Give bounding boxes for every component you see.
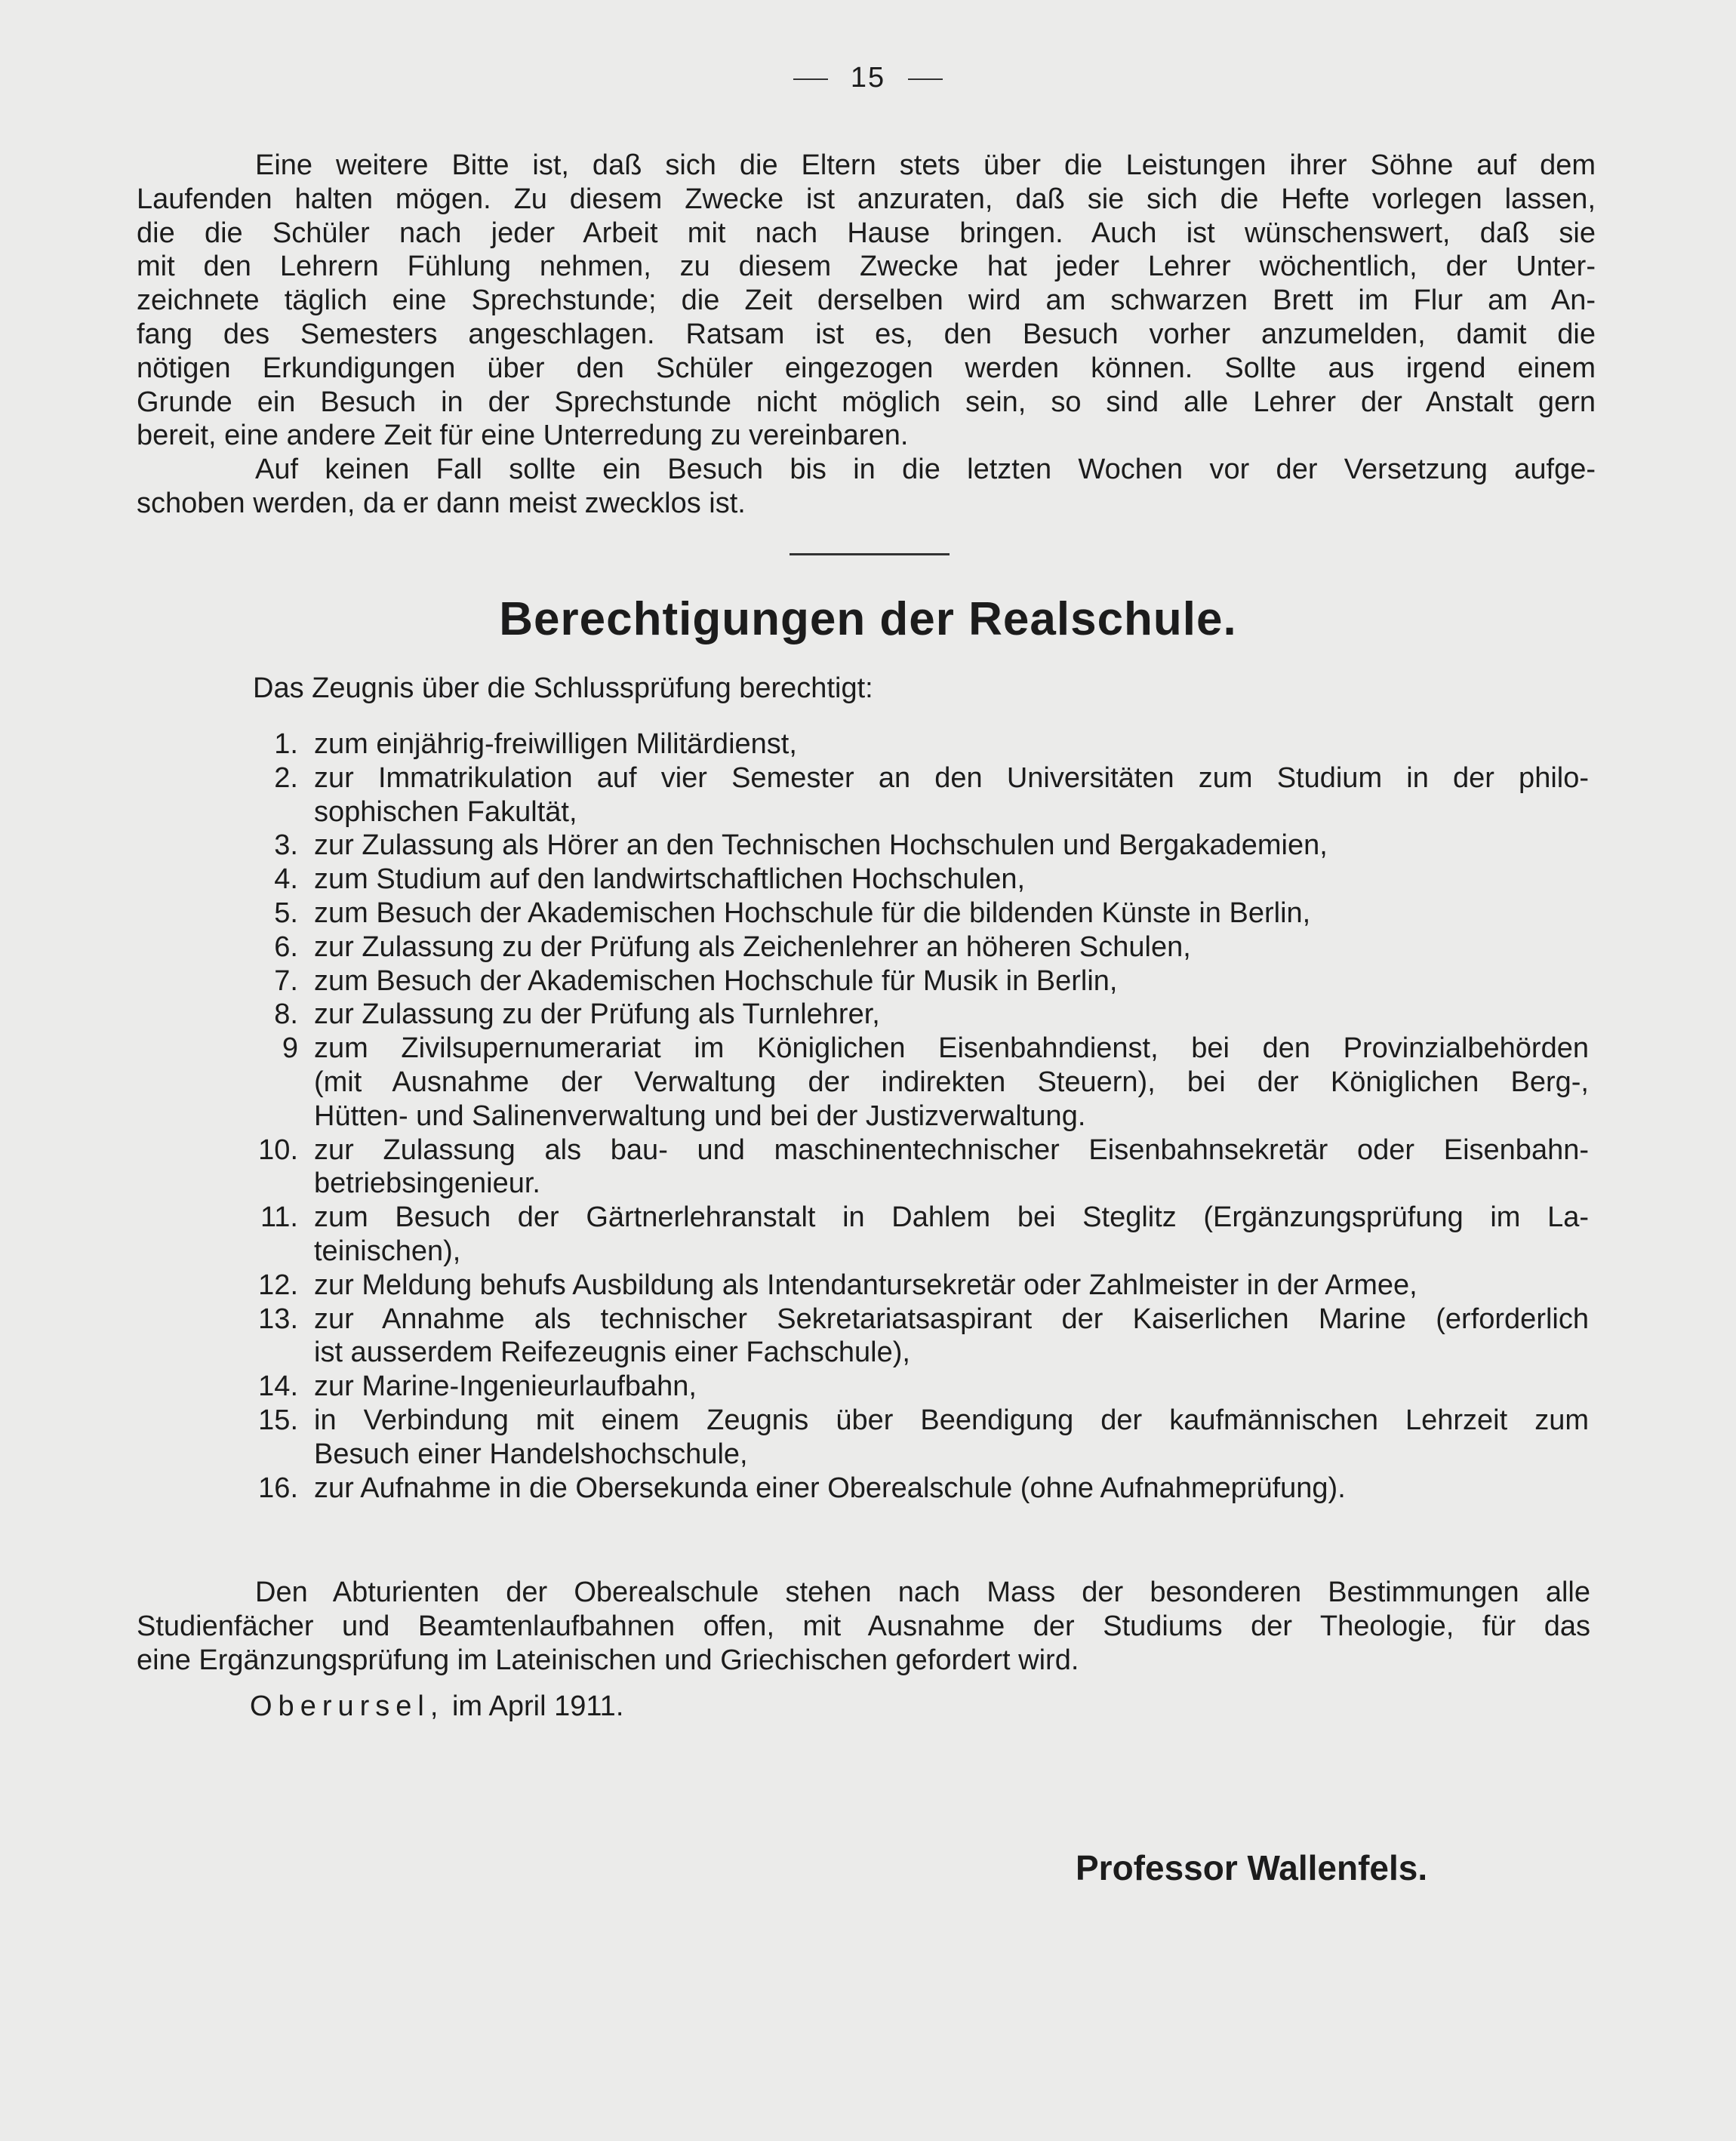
list-item xyxy=(189,1404,1589,1472)
list-item-text xyxy=(314,761,1589,829)
list-item-number: 6. xyxy=(274,931,298,963)
signature: Professor Wallenfels. xyxy=(1076,1848,1428,1887)
list-item-number: 3. xyxy=(274,829,298,862)
text-line: Eine weitere Bitte ist, daß sich die Eltern stets über die Leistungen ihrer Söhne auf dem xyxy=(255,149,1596,181)
dash-decoration xyxy=(908,78,943,80)
text-line: zur Aufnahme in die Obersekunda einer Oberealschule (ohne Aufnahmeprüfung). xyxy=(314,1472,1346,1504)
text-line: ist ausserdem Reifezeugnis einer Fachschule), xyxy=(314,1337,910,1369)
list-item-text xyxy=(314,1269,1589,1303)
text-line: in Verbindung mit einem Zeugnis über Beendigung der kaufmännischen Lehrzeit zum xyxy=(314,1404,1589,1436)
text-line: zum Besuch der Akademischen Hochschule für die bildenden Künste in Berlin, xyxy=(314,897,1311,929)
page-number xyxy=(0,62,1736,94)
list-item xyxy=(189,1269,1589,1303)
list-item xyxy=(189,1134,1589,1201)
page-number-text: 15 xyxy=(850,62,886,94)
text-line: schoben werden, da er dann meist zwecklos ist. xyxy=(137,487,746,519)
text-line: Grunde ein Besuch in der Sprechstunde nicht möglich sein, so sind alle Lehrer der Anstalt gern xyxy=(137,386,1596,418)
list-item-number: 14. xyxy=(258,1370,298,1403)
list-item xyxy=(189,863,1589,897)
list-item-text xyxy=(314,998,1589,1032)
list-item-number: 13. xyxy=(258,1303,298,1335)
list-item-number: 15. xyxy=(258,1404,298,1436)
list-item xyxy=(189,1032,1589,1133)
text-line: Den Abturienten der Oberealschule stehen nach Mass der besonderen Bestimmungen alle xyxy=(255,1577,1590,1608)
text-line: zur Zulassung als Hörer an den Technischen Hochschulen und Bergakademien, xyxy=(314,829,1328,862)
text-line: Laufenden halten mögen. Zu diesem Zwecke ist anzuraten, daß sie sich die Hefte vorlegen lassen, xyxy=(137,183,1596,215)
list-item-text xyxy=(314,863,1589,897)
list-item-number: 7. xyxy=(274,964,298,997)
text-line: Auf keinen Fall sollte ein Besuch bis in die letzten Wochen vor der Versetzung aufge- xyxy=(255,454,1596,485)
list-item xyxy=(189,931,1589,964)
text-line: die die Schüler nach jeder Arbeit mit nach Hause bringen. Auch ist wünschenswert, daß sie xyxy=(137,217,1596,249)
list-item xyxy=(189,728,1589,761)
list-item xyxy=(189,998,1589,1032)
text-line: zum Besuch der Gärtnerlehranstalt in Dahlem bei Steglitz (Ergänzungsprüfung im La- xyxy=(314,1201,1589,1234)
list-item-text xyxy=(314,1370,1589,1404)
date: im April 1911. xyxy=(451,1690,624,1722)
text-line: Hütten- und Salinenverwaltung und bei der Justizverwaltung. xyxy=(314,1100,1086,1132)
list-item-number: 1. xyxy=(274,728,298,760)
text-line: zum Zivilsupernumerariat im Königlichen Eisenbahndienst, bei den Provinzialbehörden xyxy=(314,1032,1589,1065)
list-item xyxy=(189,1472,1589,1506)
text-line: zum einjährig-freiwilligen Militärdienst, xyxy=(314,728,797,760)
text-line: zur Zulassung als bau- und maschinentechnischer Eisenbahnsekretär oder Eisenbahn- xyxy=(314,1134,1589,1166)
list-item xyxy=(189,1303,1589,1370)
text-line: zum Besuch der Akademischen Hochschule für Musik in Berlin, xyxy=(314,964,1118,997)
text-line: sophischen Fakultät, xyxy=(314,795,577,828)
section-intro: Das Zeugnis über die Schlussprüfung berechtigt: xyxy=(253,672,873,704)
list-item-text xyxy=(314,1404,1589,1472)
list-item-text xyxy=(314,1032,1589,1133)
list-item-text xyxy=(314,1472,1589,1506)
list-item-text xyxy=(314,931,1589,964)
list-item-number: 16. xyxy=(258,1472,298,1504)
list-item-text xyxy=(314,897,1589,931)
text-line: betriebsingenieur. xyxy=(314,1167,540,1200)
place: Oberursel, xyxy=(250,1690,445,1722)
place-date xyxy=(250,1690,623,1723)
section-heading: Berechtigungen der Realschule. xyxy=(499,593,1237,645)
list-item-number: 5. xyxy=(274,897,298,929)
list-item-number: 9 xyxy=(282,1032,298,1065)
list-item-number: 11. xyxy=(260,1201,298,1234)
list-item-text xyxy=(314,964,1589,998)
text-line: bereit, eine andere Zeit für eine Unterredung zu vereinbaren. xyxy=(137,420,909,452)
list-item xyxy=(189,761,1589,829)
list-item-number: 2. xyxy=(274,761,298,794)
list-item xyxy=(189,897,1589,931)
text-line: zum Studium auf den landwirtschaftlichen Hochschulen, xyxy=(314,863,1026,896)
list-item-text xyxy=(314,829,1589,863)
text-line: zur Annahme als technischer Sekretariatsaspirant der Kaiserlichen Marine (erforderlich xyxy=(314,1303,1589,1335)
paragraph-parent-contact xyxy=(137,149,1596,453)
text-line: Besuch einer Handelshochschule, xyxy=(314,1438,748,1470)
text-line: fang des Semesters angeschlagen. Ratsam ist es, den Besuch vorher anzumelden, damit die xyxy=(137,318,1596,350)
text-line: zeichnete täglich eine Sprechstunde; die Zeit derselben wird am schwarzen Brett im Flur am An- xyxy=(137,285,1596,317)
list-item xyxy=(189,1370,1589,1404)
entitlements-list xyxy=(189,728,1589,1505)
list-item xyxy=(189,829,1589,863)
list-item-text xyxy=(314,728,1589,761)
dash-decoration xyxy=(793,78,828,80)
list-item-text xyxy=(314,1303,1589,1370)
text-line: mit den Lehrern Fühlung nehmen, zu diesem Zwecke hat jeder Lehrer wöchentlich, der Unter- xyxy=(137,251,1596,283)
list-item xyxy=(189,964,1589,998)
text-line: (mit Ausnahme der Verwaltung der indirekten Steuern), bei der Königlichen Berg-, xyxy=(314,1066,1589,1098)
list-item-number: 8. xyxy=(274,998,298,1031)
text-line: zur Meldung behufs Ausbildung als Intendantursekretär oder Zahlmeister in der Armee, xyxy=(314,1269,1417,1301)
list-item xyxy=(189,1201,1589,1269)
text-line: zur Zulassung zu der Prüfung als Zeichenlehrer an höheren Schulen, xyxy=(314,931,1191,963)
list-item-number: 10. xyxy=(258,1134,298,1166)
list-item-text xyxy=(314,1201,1589,1269)
list-item-number: 4. xyxy=(274,863,298,896)
paragraph-visit-timing xyxy=(137,453,1596,521)
text-line: zur Marine-Ingenieurlaufbahn, xyxy=(314,1370,697,1403)
text-line: zur Zulassung zu der Prüfung als Turnlehrer, xyxy=(314,998,880,1031)
list-item-text xyxy=(314,1134,1589,1201)
text-line: eine Ergänzungsprüfung im Lateinischen und Griechischen gefordert wird. xyxy=(137,1644,1079,1676)
text-line: teinischen), xyxy=(314,1235,461,1267)
list-item-number: 12. xyxy=(258,1269,298,1301)
text-line: Studienfächer und Beamtenlaufbahnen offen, mit Ausnahme der Studiums der Theologie, für das xyxy=(137,1610,1590,1642)
text-line: zur Immatrikulation auf vier Semester an den Universitäten zum Studium in der philo- xyxy=(314,761,1589,794)
section-divider xyxy=(790,553,950,555)
text-line: nötigen Erkundigungen über den Schüler eingezogen werden können. Sollte aus irgend einem xyxy=(137,352,1596,384)
closing-paragraph xyxy=(137,1576,1590,1677)
